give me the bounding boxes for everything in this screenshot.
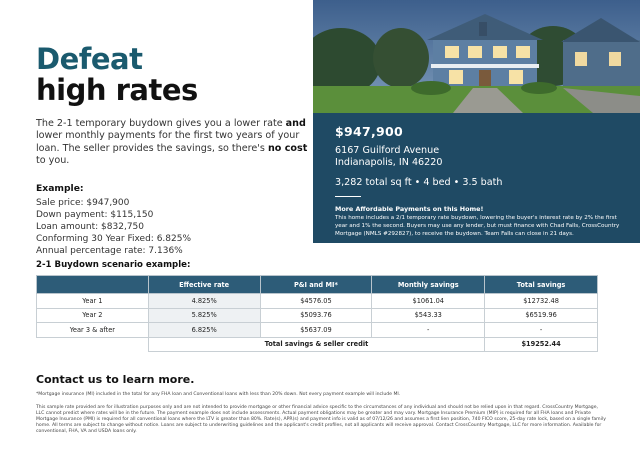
total-value: $19252.44 bbox=[485, 337, 598, 352]
listing-panel bbox=[313, 0, 640, 243]
intro-part-1: The 2-1 temporary buydown gives you a lower rate bbox=[36, 118, 286, 129]
house-photo bbox=[313, 0, 640, 113]
table-row bbox=[37, 294, 598, 309]
row-label: Year 1 bbox=[37, 294, 149, 309]
monthly-savings-cell: - bbox=[372, 323, 485, 338]
monthly-savings-cell: $543.33 bbox=[372, 308, 485, 323]
total-savings-cell: $12732.48 bbox=[485, 294, 598, 309]
pi-mi-cell: $4576.05 bbox=[260, 294, 372, 309]
divider bbox=[335, 196, 361, 197]
header-pi-mi: P&I and MI* bbox=[260, 276, 372, 294]
example-apr: Annual percentage rate: 7.136% bbox=[36, 246, 183, 257]
fine-print-disclaimer: This sample rate provided are for illustration purposes only and are not intended to provide mortgage or other financial advice specific to the circumstances of any individual and should not be relied upon in that regard. CrossCountry Mortgage, LLC cannot predict where rates will be in the future. The payment example does not include assessments. Actual payment obligations may be greater and may vary. Mortgage Insurance Premium (MIP) is required for all FHA loans and Private Mortgage Insurance (PMI) is required for all conventional loans where the LTV is greater than 80%. Rate(s), APR(s) and payment info is valid as of 07/12/26 and assumes a first lien position, 740 FICO score, 25-day rate lock, based on a single family home. All terms are subject to change without notice. Loans are subject to underwriting guidelines and the applicant's credit profiles, not all applicants will receive approval. Contact CrossCountry Mortgage, LLC for more information. Available for conventional, FHA, VA and USDA loans only. bbox=[36, 405, 606, 434]
intro-part-2: lower monthly payments for the first two years of your loan. The seller provides the savings, so there's bbox=[36, 130, 300, 154]
listing-price: $947,900 bbox=[335, 124, 404, 139]
headline-line-1: Defeat bbox=[36, 42, 143, 76]
fine-print-mi: *Mortgage insurance (MI) included in the total for any FHA loan and Conventional loans with less than 20% down. Not every payment example will include MI. bbox=[36, 392, 401, 397]
total-row bbox=[37, 337, 598, 352]
example-loan-amount: Loan amount: $832,750 bbox=[36, 222, 145, 233]
intro-text bbox=[36, 118, 308, 168]
listing-city: Indianapolis, IN 46220 bbox=[335, 157, 443, 168]
listing-address bbox=[335, 145, 627, 169]
scenario-title: 2-1 Buydown scenario example: bbox=[36, 260, 191, 270]
header-total-savings: Total savings bbox=[485, 276, 598, 294]
monthly-savings-cell: $1061.04 bbox=[372, 294, 485, 309]
row-label: Year 2 bbox=[37, 308, 149, 323]
header-monthly-savings: Monthly savings bbox=[372, 276, 485, 294]
total-savings-cell: $6519.96 bbox=[485, 308, 598, 323]
total-spacer bbox=[37, 337, 149, 352]
total-savings-cell: - bbox=[485, 323, 598, 338]
example-title: Example: bbox=[36, 182, 84, 194]
affordable-body: This home includes a 2/1 temporary rate buydown, lowering the buyer's interest rate by 2% the first year and 1% the second. Buyers may use any lender, but must finance with Chad Falls, CrossCountry Mortgage (NMLS #292827), to receive the buydown. Team Falls can close in 21 days. bbox=[335, 215, 620, 237]
effective-rate-cell: 5.825% bbox=[148, 308, 260, 323]
example-down-payment: Down payment: $115,150 bbox=[36, 209, 154, 220]
table-header-row bbox=[37, 276, 598, 294]
example-list bbox=[36, 197, 308, 258]
intro-bold-and: and bbox=[285, 118, 306, 129]
effective-rate-cell: 4.825% bbox=[148, 294, 260, 309]
header-blank bbox=[37, 276, 149, 294]
listing-specs: 3,282 total sq ft • 4 bed • 3.5 bath bbox=[335, 177, 503, 188]
row-label: Year 3 & after bbox=[37, 323, 149, 338]
header-effective-rate: Effective rate bbox=[148, 276, 260, 294]
headline-line-2: high rates bbox=[36, 73, 198, 107]
effective-rate-cell: 6.825% bbox=[148, 323, 260, 338]
listing-street: 6167 Guilford Avenue bbox=[335, 145, 440, 156]
intro-part-3: to you. bbox=[36, 155, 70, 167]
headline bbox=[36, 44, 308, 106]
table-row bbox=[37, 308, 598, 323]
house-illustration bbox=[313, 0, 640, 113]
left-column bbox=[36, 44, 308, 258]
intro-bold-no-cost: no cost bbox=[267, 142, 308, 154]
affordable-title: More Affordable Payments on this Home! bbox=[335, 205, 484, 213]
example-sale-price: Sale price: $947,900 bbox=[36, 197, 130, 208]
buydown-table bbox=[36, 275, 598, 352]
total-label: Total savings & seller credit bbox=[148, 337, 484, 352]
listing-info bbox=[335, 124, 627, 238]
example-rate: Conforming 30 Year Fixed: 6.825% bbox=[36, 234, 192, 245]
contact-heading: Contact us to learn more. bbox=[36, 373, 195, 386]
pi-mi-cell: $5637.09 bbox=[260, 323, 372, 338]
table-row bbox=[37, 323, 598, 338]
pi-mi-cell: $5093.76 bbox=[260, 308, 372, 323]
